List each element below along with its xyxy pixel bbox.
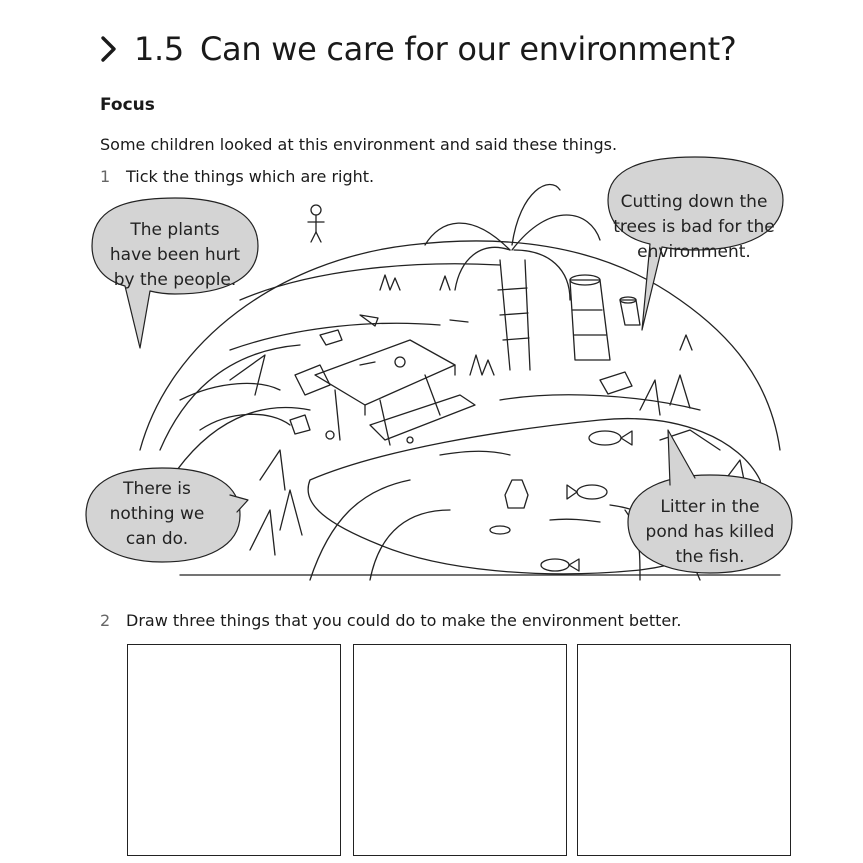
fish-icon bbox=[589, 431, 632, 445]
drawing-box-1[interactable] bbox=[127, 644, 341, 856]
drawing-box-2[interactable] bbox=[353, 644, 567, 856]
question-1-number: 1 bbox=[100, 167, 111, 186]
intro-text: Some children looked at this environment and said these things. bbox=[100, 135, 618, 154]
fish-icon-2 bbox=[567, 485, 607, 499]
question-1-text: Tick the things which are right. bbox=[126, 167, 375, 186]
title-text: Can we care for our environment? bbox=[200, 30, 737, 68]
drawing-box-3[interactable] bbox=[577, 644, 791, 856]
tree-stump bbox=[570, 275, 610, 360]
speech-bubble-1-text: The plants have been hurt by the people. bbox=[109, 220, 241, 290]
fish-icon-3 bbox=[541, 559, 579, 571]
speech-bubble-2-text: Cutting down the trees is bad for the environment. bbox=[613, 192, 775, 262]
chevron-right-icon bbox=[98, 34, 120, 64]
focus-heading: Focus bbox=[100, 95, 155, 115]
page-title bbox=[98, 30, 737, 68]
section-number: 1.5 bbox=[134, 30, 184, 68]
speech-bubble-4-text: Litter in the pond has killed the fish. bbox=[645, 497, 775, 567]
person-figure bbox=[308, 205, 324, 242]
speech-bubble-3-text: There is nothing we can do. bbox=[109, 479, 205, 549]
bottle-litter bbox=[505, 480, 528, 508]
question-2-number: 2 bbox=[100, 611, 111, 630]
question-2-text: Draw three things that you could do to make the environment better. bbox=[126, 611, 682, 630]
picnic-table bbox=[295, 340, 475, 445]
question-2 bbox=[100, 611, 681, 630]
tree-stump-2 bbox=[620, 297, 640, 325]
